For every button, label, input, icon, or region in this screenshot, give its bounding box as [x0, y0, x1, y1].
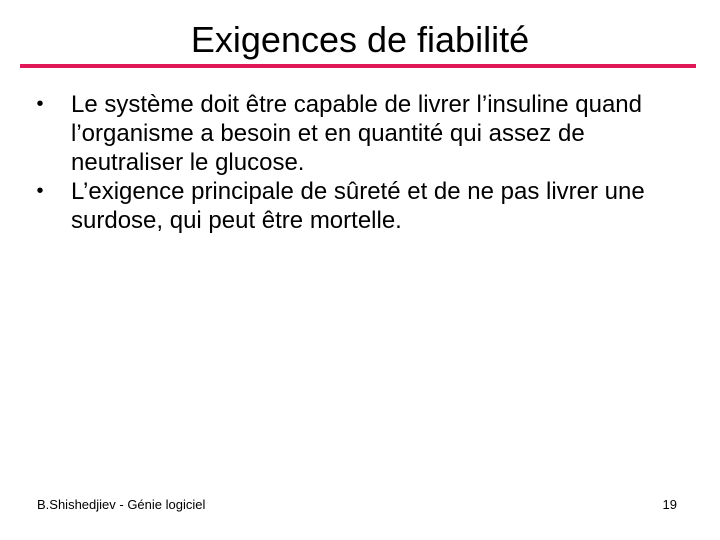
bullet-marker: •	[36, 93, 44, 115]
bullet-text: Le système doit être capable de livrer l’insuline quand l’organisme a besoin et en quantité qui assez de neutraliser le glucose.	[71, 91, 642, 176]
bullet-text: L’exigence principale de sûreté et de ne pas livrer une surdose, qui peut être mortelle.	[71, 178, 645, 234]
bullet-list	[30, 90, 670, 235]
title-divider	[20, 64, 696, 68]
page-number: 19	[662, 497, 677, 512]
bullet-item	[30, 177, 670, 235]
footer-author: B.Shishedjiev - Génie logiciel	[37, 497, 206, 512]
slide-title: Exigences de fiabilité	[190, 19, 530, 60]
bullet-marker: •	[36, 180, 44, 202]
bullet-item	[30, 90, 670, 177]
